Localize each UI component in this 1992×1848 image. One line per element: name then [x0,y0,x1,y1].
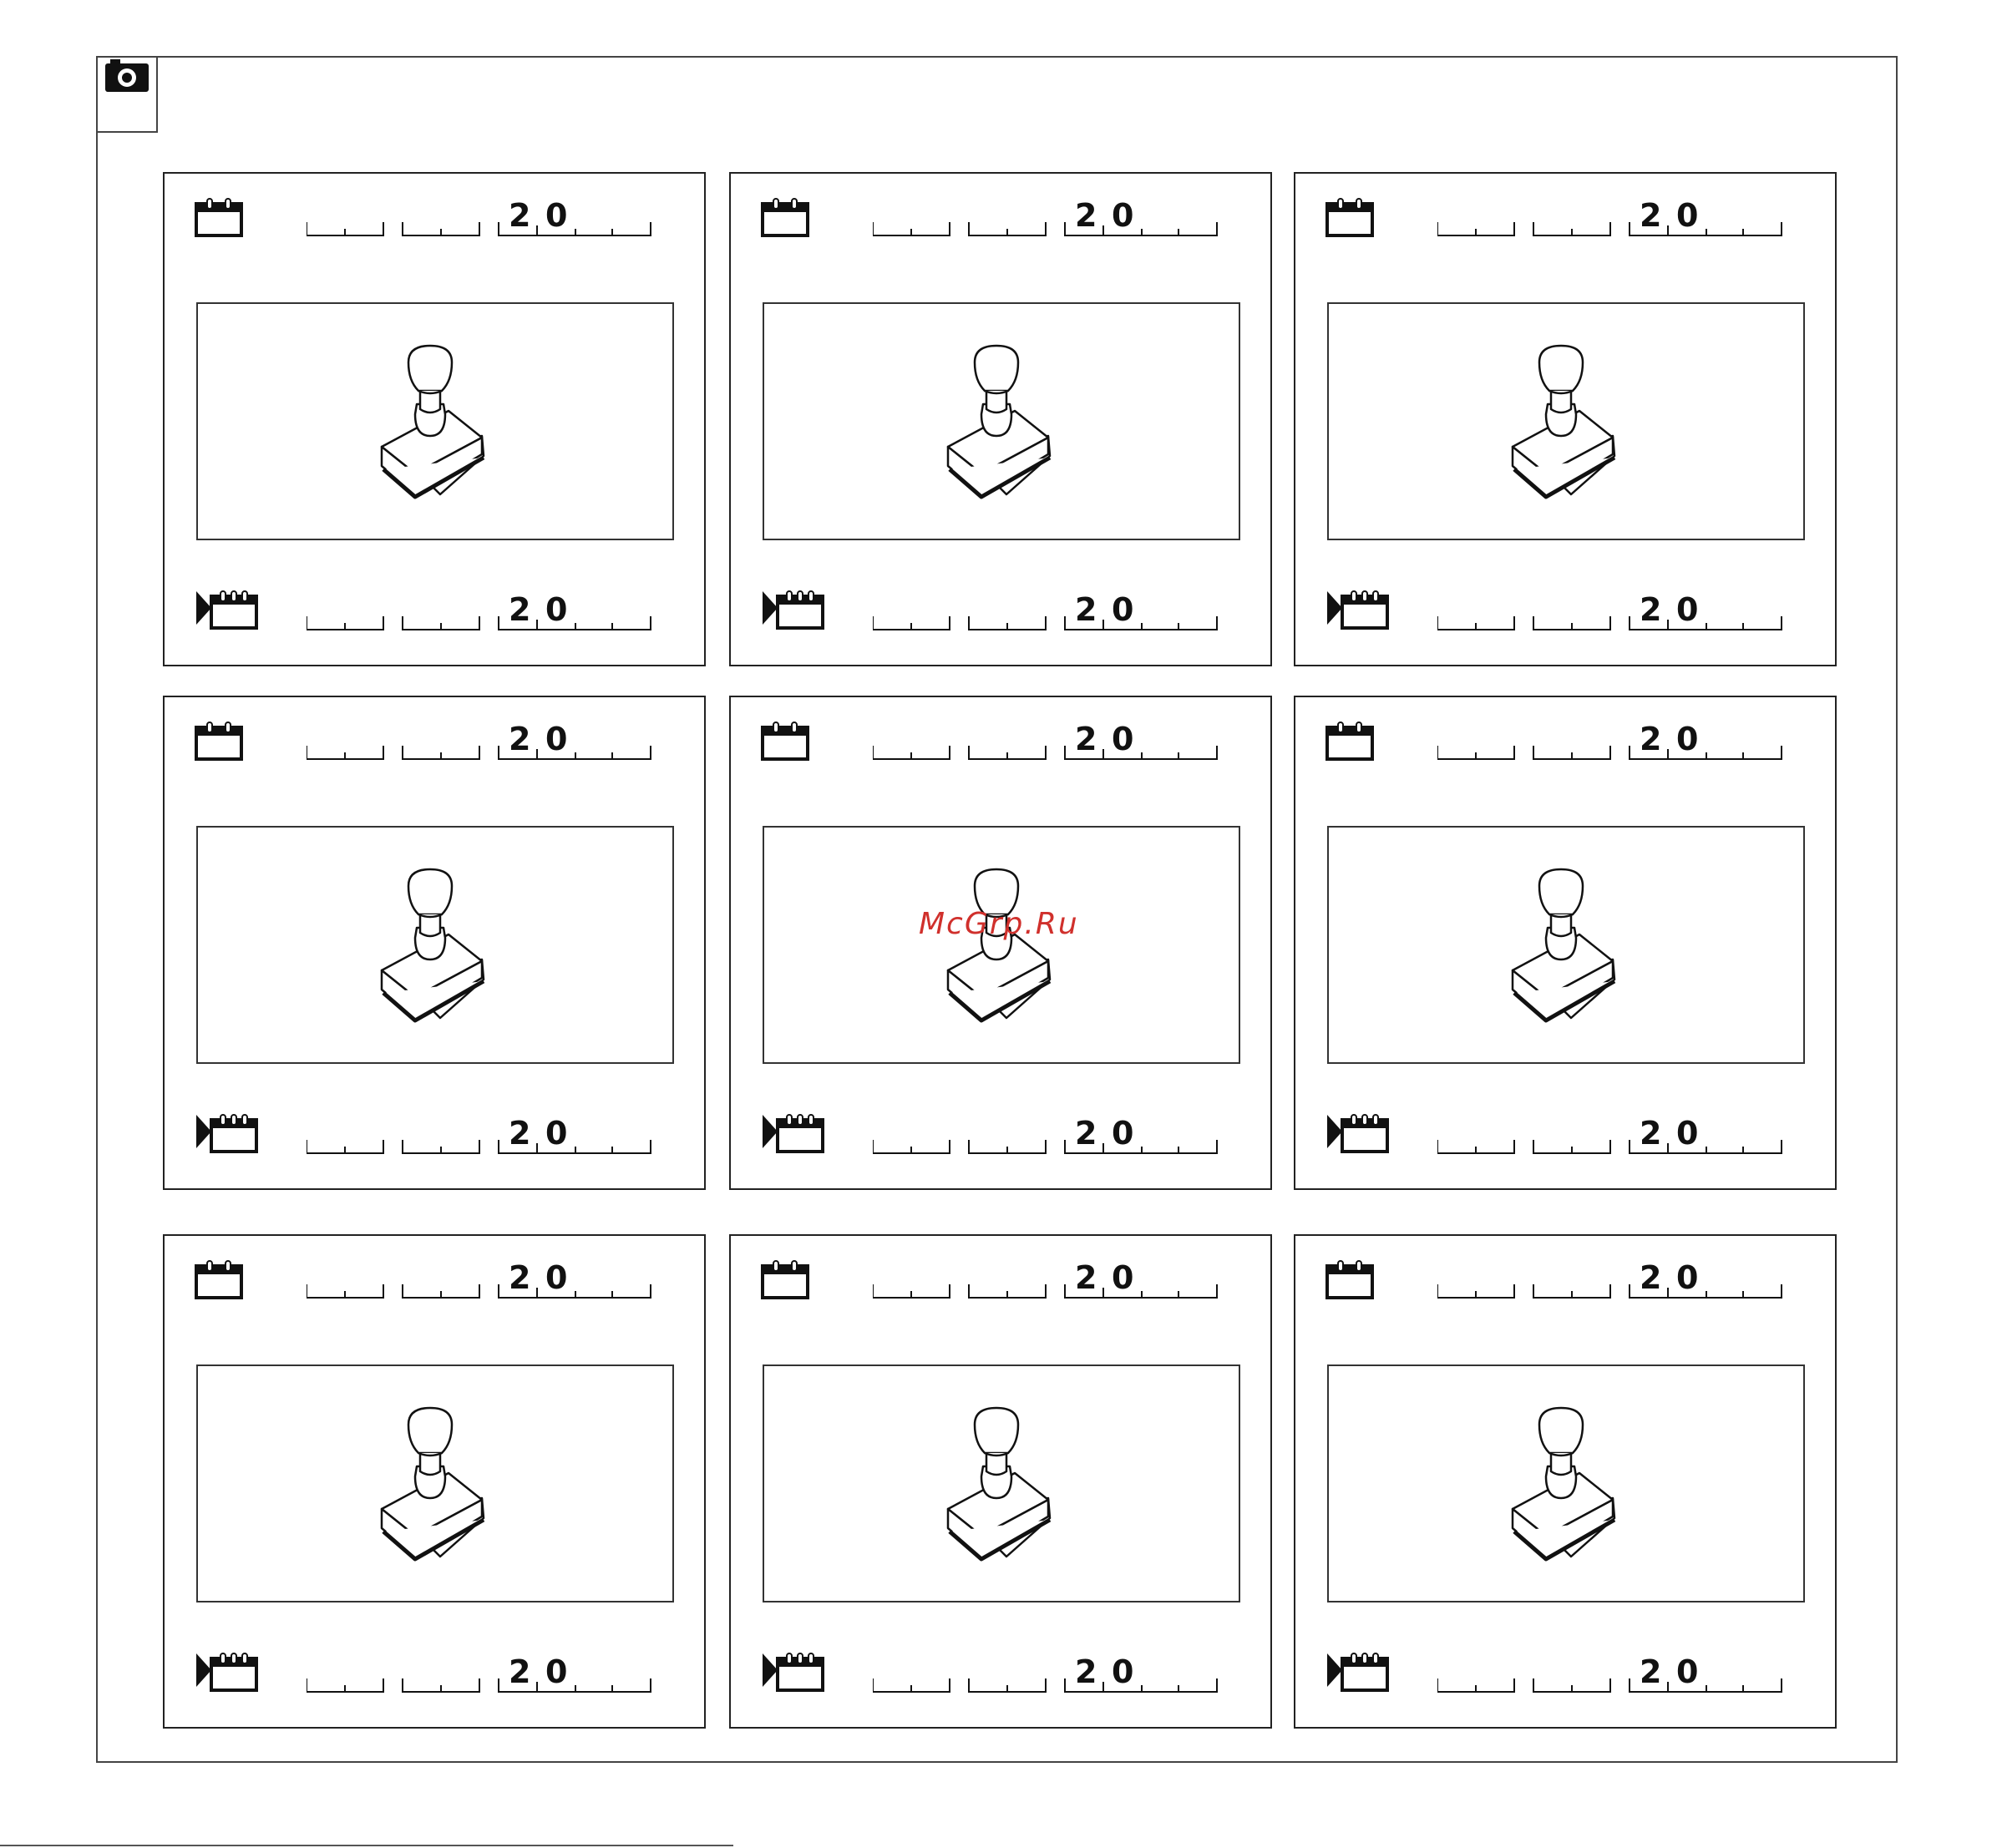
rubber-stamp-icon [1509,868,1626,1026]
stamp-card [163,696,706,1190]
calendar-return-icon [761,1650,826,1694]
date-digit: 2 [1075,1115,1097,1152]
date-ticks [873,591,1224,633]
calendar-icon [195,197,243,239]
date-field[interactable] [307,197,657,239]
date-field[interactable] [873,1115,1224,1157]
date-field[interactable] [1437,1259,1788,1301]
date-digit: 2 [509,591,531,628]
stamp-area[interactable] [1327,302,1805,540]
date-field[interactable] [873,1653,1224,1695]
stamp-card [729,172,1272,666]
date-field[interactable] [873,591,1224,633]
rubber-stamp-icon [1509,344,1626,503]
calendar-return-icon [195,1111,260,1155]
rubber-stamp-icon [945,344,1062,503]
date-digit: 2 [1640,197,1662,234]
date-ticks [873,197,1224,239]
date-ticks [873,1115,1224,1157]
date-digit: 0 [1112,721,1134,757]
stamp-card [1294,172,1837,666]
date-digit: 2 [509,197,531,234]
date-digit: 0 [1112,197,1134,234]
date-digit: 2 [1640,1259,1662,1296]
date-digit: 2 [509,1259,531,1296]
date-digit: 0 [1112,1259,1134,1296]
calendar-icon [195,1259,243,1301]
stamp-card [163,1234,706,1729]
stamp-area[interactable] [1327,826,1805,1064]
date-field[interactable] [873,1259,1224,1301]
date-digit: 0 [1676,1115,1699,1152]
date-digit: 2 [1640,1115,1662,1152]
date-digit: 0 [1112,591,1134,628]
camera-icon [104,58,150,94]
date-digit: 2 [1640,1653,1662,1690]
stamp-area[interactable] [196,1364,674,1602]
date-field[interactable] [1437,591,1788,633]
date-field[interactable] [307,1259,657,1301]
date-digit: 2 [1075,721,1097,757]
date-ticks [307,1259,657,1301]
date-digit: 0 [545,1259,568,1296]
calendar-icon [1325,197,1374,239]
date-digit: 2 [1075,197,1097,234]
rubber-stamp-icon [378,1406,495,1565]
date-ticks [1437,721,1788,762]
date-ticks [307,721,657,762]
date-digit: 0 [1676,197,1699,234]
rubber-stamp-icon [378,868,495,1026]
date-digit: 0 [1676,1259,1699,1296]
date-ticks [1437,591,1788,633]
date-digit: 2 [1640,591,1662,628]
stamp-card [1294,1234,1837,1729]
date-ticks [1437,1259,1788,1301]
stamp-area[interactable] [763,302,1240,540]
date-ticks [1437,1115,1788,1157]
stamp-area[interactable] [763,1364,1240,1602]
date-digit: 0 [545,197,568,234]
date-ticks [307,591,657,633]
calendar-icon [761,1259,809,1301]
date-ticks [1437,197,1788,239]
date-digit: 0 [545,721,568,757]
date-ticks [873,1259,1224,1301]
date-digit: 2 [1640,721,1662,757]
date-ticks [873,721,1224,762]
date-digit: 0 [1676,591,1699,628]
calendar-return-icon [1325,1111,1391,1155]
calendar-icon [1325,721,1374,762]
date-ticks [307,1115,657,1157]
date-field[interactable] [1437,1653,1788,1695]
stamp-card [163,172,706,666]
date-digit: 0 [545,591,568,628]
date-ticks [307,197,657,239]
rubber-stamp-icon [945,868,1062,1026]
date-digit: 2 [1075,591,1097,628]
date-digit: 0 [1676,1653,1699,1690]
calendar-icon [761,721,809,762]
stamp-area[interactable] [196,826,674,1064]
date-field[interactable] [307,721,657,762]
date-digit: 2 [509,1115,531,1152]
watermark: McGrp.Ru [919,907,1079,941]
date-field[interactable] [307,591,657,633]
rubber-stamp-icon [945,1406,1062,1565]
date-digit: 0 [1112,1115,1134,1152]
calendar-return-icon [1325,588,1391,631]
calendar-icon [1325,1259,1374,1301]
calendar-return-icon [195,588,260,631]
footer-rule [0,1845,733,1846]
calendar-return-icon [761,588,826,631]
stamp-card [729,1234,1272,1729]
date-digit: 0 [1112,1653,1134,1690]
date-field[interactable] [307,1653,657,1695]
calendar-icon [761,197,809,239]
date-digit: 2 [1075,1653,1097,1690]
date-field[interactable] [1437,721,1788,762]
date-digit: 0 [545,1653,568,1690]
rubber-stamp-icon [1509,1406,1626,1565]
calendar-icon [195,721,243,762]
calendar-return-icon [1325,1650,1391,1694]
rubber-stamp-icon [378,344,495,503]
stamp-card [729,696,1272,1190]
date-ticks [873,1653,1224,1695]
date-digit: 2 [1075,1259,1097,1296]
date-field[interactable] [873,197,1224,239]
date-field[interactable] [873,721,1224,762]
date-ticks [307,1653,657,1695]
stamp-area[interactable] [1327,1364,1805,1602]
date-digit: 2 [509,721,531,757]
stamp-area[interactable] [196,302,674,540]
date-digit: 0 [1676,721,1699,757]
date-digit: 2 [509,1653,531,1690]
date-field[interactable] [307,1115,657,1157]
calendar-return-icon [761,1111,826,1155]
stamp-area[interactable] [763,826,1240,1064]
calendar-return-icon [195,1650,260,1694]
date-field[interactable] [1437,197,1788,239]
date-field[interactable] [1437,1115,1788,1157]
date-digit: 0 [545,1115,568,1152]
date-ticks [1437,1653,1788,1695]
stamp-card [1294,696,1837,1190]
